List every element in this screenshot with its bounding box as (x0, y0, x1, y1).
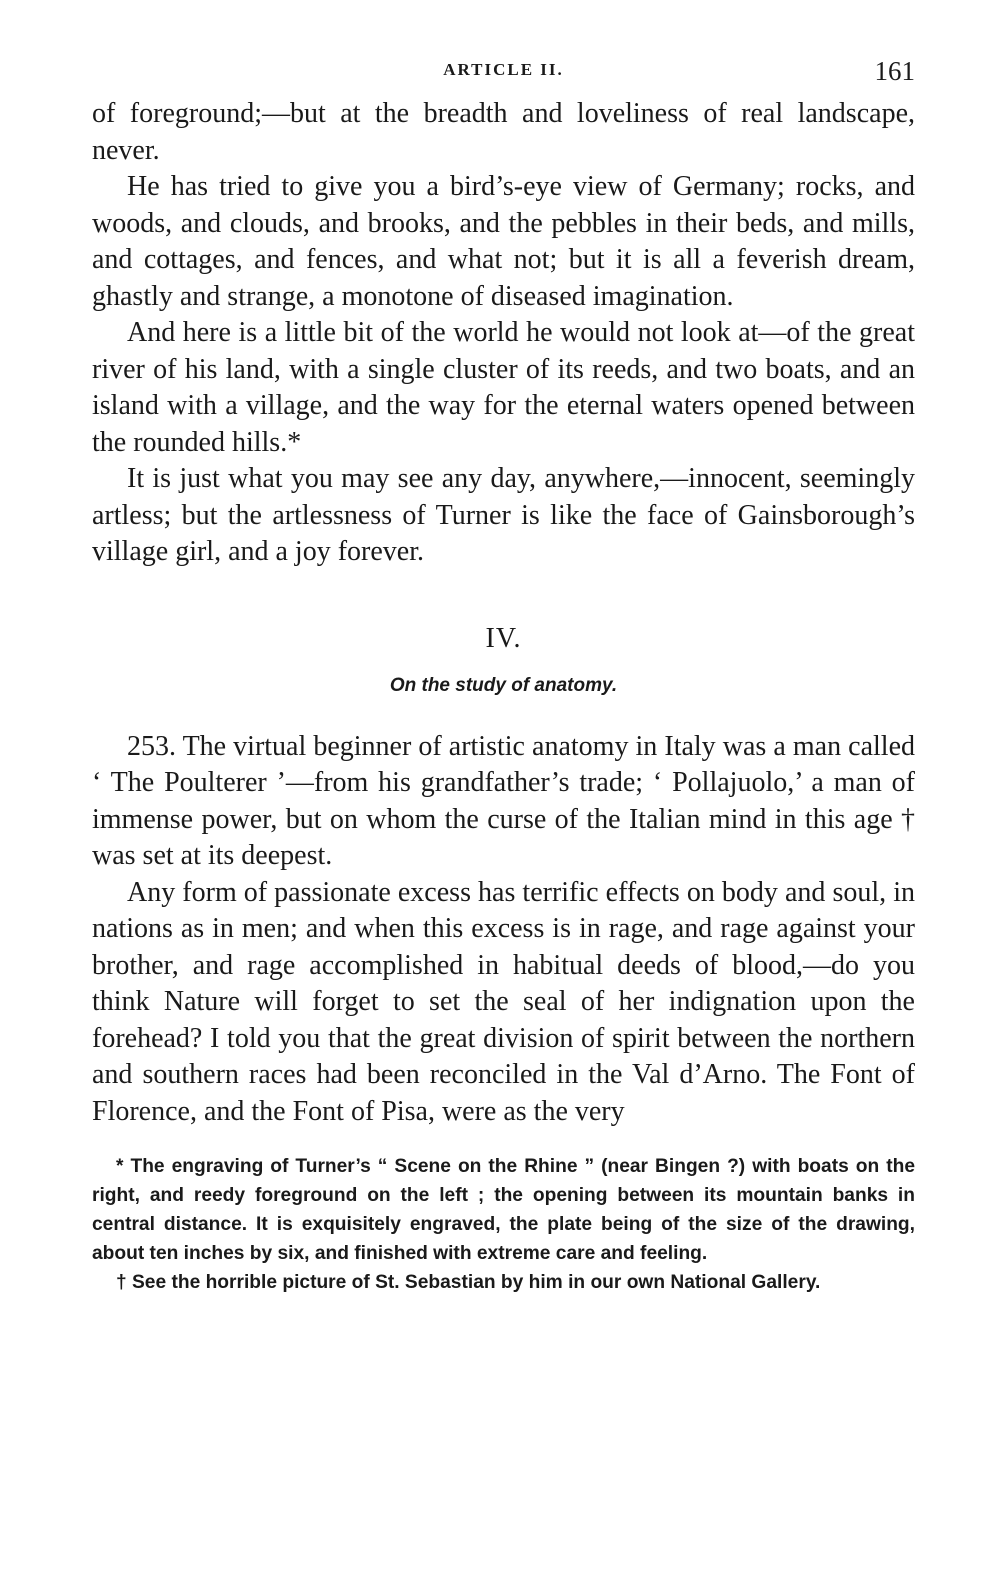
section-number: IV. (485, 622, 522, 654)
book-page (92, 56, 915, 1297)
paragraph: It is just what you may see any day, anywhere,—innocent, seemingly artless; but the artlessness of Turner is like the face of Gainsborough’s village girl, and a joy forever. (92, 463, 915, 567)
footnotes (92, 1152, 915, 1297)
body-text-top (92, 96, 915, 571)
page-number: 161 (874, 56, 915, 86)
body-text-section (92, 729, 915, 1131)
paragraph: He has tried to give you a bird’s-eye view of Germany; rocks, and woods, and clouds, and brooks, and the pebbles in their beds, and mills, and cottages, and fences, and what not; but it is all a feverish dream, ghastly and strange, a monotone of diseased imagination. (92, 171, 915, 312)
paragraph: 253. The virtual beginner of artistic anatomy in Italy was a man called ‘ The Poulterer ’—from his grandfather’s trade; ‘ Pollajuolo,’ a man of immense power, but on whom the curse of the Italian mind in this age † was set at its deepest. (92, 730, 915, 871)
running-title: ARTICLE II. (443, 60, 564, 79)
paragraph: Any form of passionate excess has terrific effects on body and soul, in nations as in men; and when this excess is in rage, and rage against your brother, and rage accomplished in habitual deeds of blood,—do you think Nature will forget to set the seal of her indignation upon the forehead? I told you that the great division of spirit between the northern and southern races had been reconciled in the Val d’Arno. The Font of Florence, and the Font of Pisa, were as the very (92, 876, 915, 1127)
paragraph-continuation: of foreground;—but at the breadth and loveliness of real landscape, never. (92, 98, 915, 166)
section-title: On the study of anatomy. (389, 674, 618, 696)
footnote: † See the horrible picture of St. Sebastian by him in our own National Gallery. (116, 1272, 821, 1293)
paragraph: And here is a little bit of the world he would not look at—of the great river of his land, with a single cluster of its reeds, and two boats, and an island with a village, and the way for the eternal waters opened between the rounded hills.* (92, 317, 915, 458)
footnote: * The engraving of Turner’s “ Scene on the Rhine ” (near Bingen ?) with boats on the right, and reedy foreground on the left ; the opening between its mountain banks in central distance. It is exquisitely engraved, the plate being of the size of the drawing, about ten inches by six, and finished with extreme care and feeling. (92, 1156, 915, 1264)
running-header (92, 56, 915, 96)
